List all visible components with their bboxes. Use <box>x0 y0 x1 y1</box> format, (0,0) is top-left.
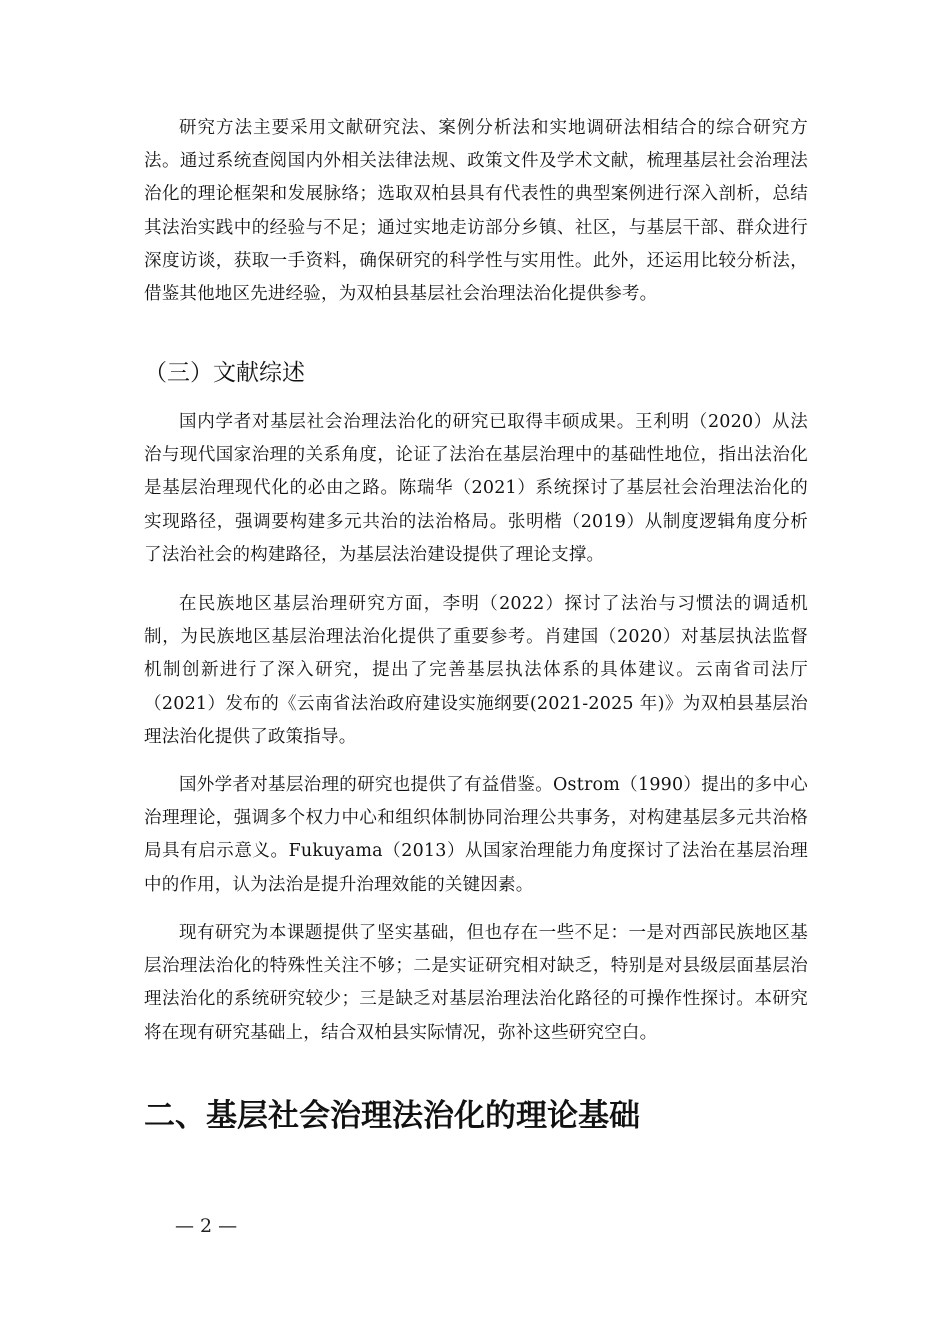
chapter-heading-theoretical-basis: 二、基层社会治理法治化的理论基础 <box>144 1098 640 1134</box>
literature-paragraph-domestic: 国内学者对基层社会治理法治化的研究已取得丰硕成果。王利明（2020）从法治与现代国家治理的关系角度，论证了法治在基层治理中的基础性地位，指出法治化是基层治理现代化的必由之路。陈瑞华（2021）系统探讨了基层社会治理法治化的实现路径，强调要构建多元共治的法治格局。张明楷（2019）从制度逻辑角度分析了法治社会的构建路径，为基层法治建设提供了理论支撑。 <box>144 412 808 565</box>
research-methods-paragraph: 研究方法主要采用文献研究法、案例分析法和实地调研法相结合的综合研究方法。通过系统查阅国内外相关法律法规、政策文件及学术文献，梳理基层社会治理法治化的理论框架和发展脉络；选取双柏县具有代表性的典型案例进行深入剖析，总结其法治实践中的经验与不足；通过实地走访部分乡镇、社区，与基层干部、群众进行深度访谈，获取一手资料，确保研究的科学性与实用性。此外，还运用比较分析法，借鉴其他地区先进经验，为双柏县基层社会治理法治化提供参考。 <box>144 118 808 305</box>
literature-paragraph-gaps: 现有研究为本课题提供了坚实基础，但也存在一些不足：一是对西部民族地区基层治理法治化的特殊性关注不够；二是实证研究相对缺乏，特别是对县级层面基层治理法治化的系统研究较少；三是缺乏对基层治理法治化路径的可操作性探讨。本研究将在现有研究基础上，结合双柏县实际情况，弥补这些研究空白。 <box>144 923 808 1043</box>
section-heading-literature-review: （三）文献综述 <box>144 360 305 386</box>
literature-paragraph-ethnic-regions: 在民族地区基层治理研究方面，李明（2022）探讨了法治与习惯法的调适机制，为民族地区基层治理法治化提供了重要参考。肖建国（2020）对基层执法监督机制创新进行了深入研究，提出了完善基层执法体系的具体建议。云南省司法厅（2021）发布的《云南省法治政府建设实施纲要(2021-2025 年)》为双柏县基层治理法治化提供了政策指导。 <box>144 594 808 747</box>
literature-paragraph-foreign: 国外学者对基层治理的研究也提供了有益借鉴。Ostrom（1990）提出的多中心治理理论，强调多个权力中心和组织体制协同治理公共事务，对构建基层多元共治格局具有启示意义。Fukuyama（2013）从国家治理能力角度探讨了法治在基层治理中的作用，认为法治是提升治理效能的关键因素。 <box>144 775 808 895</box>
page-number: — 2 — <box>175 1215 238 1237</box>
